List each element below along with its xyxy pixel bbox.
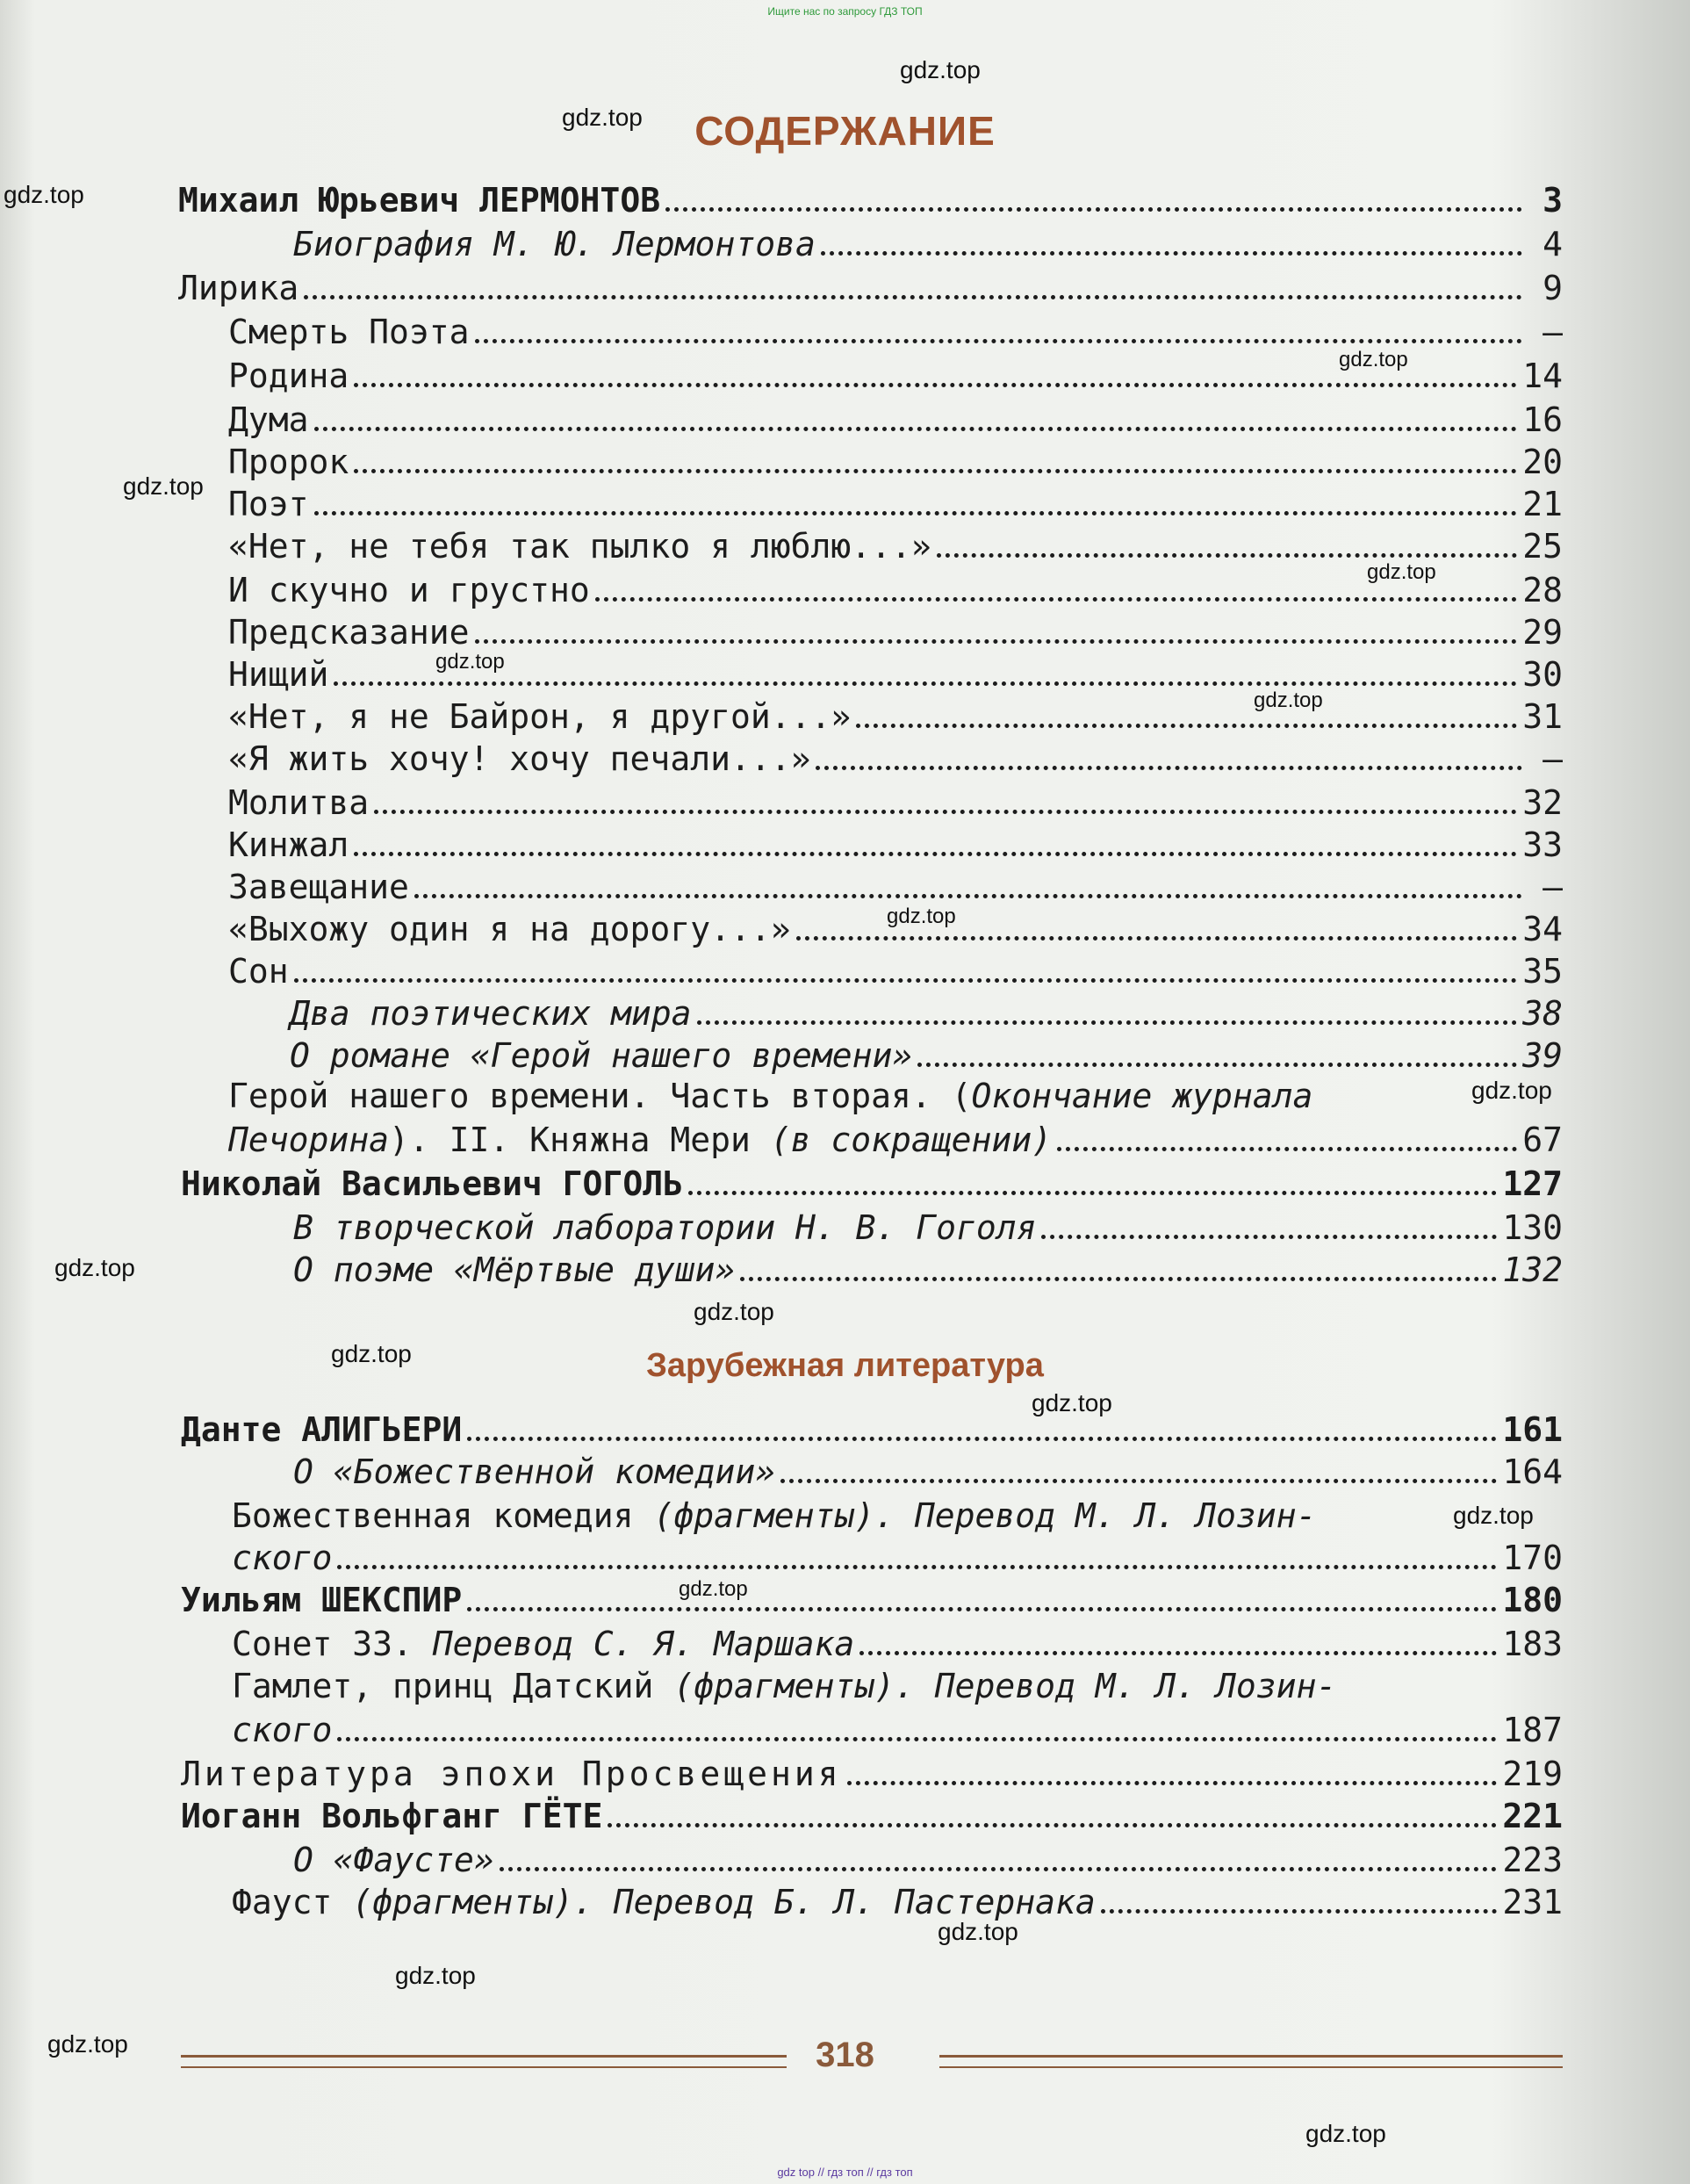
entry-title: Смерть Поэта: [228, 313, 470, 351]
header-note: Ищите нас по запросу ГДЗ ТОП: [767, 5, 923, 18]
watermark: gdz.top: [679, 1577, 748, 1601]
toc-entry: [181, 1581, 1563, 1623]
toc-entry: [228, 825, 1563, 868]
entry-title: Николай Васильевич ГОГОЛЬ: [181, 1164, 683, 1203]
entry-page: 170: [1502, 1539, 1563, 1577]
toc-entry: [293, 225, 1563, 267]
entry-title: Литература эпохи Просвещения: [181, 1755, 842, 1793]
watermark: gdz.top: [123, 472, 204, 500]
toc-entry: [228, 485, 1563, 527]
toc-entry: [232, 1539, 1563, 1581]
toc-entry: [228, 952, 1563, 994]
entry-page: 30: [1522, 655, 1563, 694]
entry-title: Родина: [228, 357, 349, 395]
toc-entry: [228, 910, 1563, 952]
entry-page: 130: [1502, 1208, 1563, 1247]
entry-page: 33: [1522, 825, 1563, 864]
watermark: gdz.top: [694, 1298, 774, 1325]
entry-title: Печорина). II. Княжна Мери (в сокращении): [228, 1121, 1053, 1159]
entry-title: Фауст (фрагменты). Перевод Б. Л. Пастернака: [232, 1883, 1096, 1921]
watermark: gdz.top: [1339, 348, 1408, 371]
entry-title: Предсказание: [228, 613, 470, 652]
toc-entry: [178, 269, 1563, 311]
toc-entry: [228, 443, 1563, 485]
toc-entry: [232, 1883, 1563, 1925]
entry-title: О «Божественной комедии»: [293, 1452, 776, 1491]
entry-title: «Нет, не тебя так пылко я люблю...»: [228, 527, 931, 566]
watermark: gdz.top: [54, 1254, 135, 1281]
entry-title: О романе «Герой нашего времени»: [290, 1036, 913, 1075]
toc-entry: [228, 655, 1563, 697]
entry-title: ского: [232, 1539, 333, 1577]
toc-entry: [228, 313, 1563, 355]
toc-entry: [228, 400, 1563, 443]
entry-page: 164: [1502, 1452, 1563, 1491]
entry-page: 16: [1522, 400, 1563, 439]
toc-entry: [293, 1208, 1563, 1251]
entry-page: 35: [1522, 952, 1563, 991]
watermark: gdz.top: [4, 181, 84, 208]
entry-page: 221: [1502, 1797, 1563, 1835]
toc-entry: [293, 1452, 1563, 1495]
watermark: gdz.top: [1367, 560, 1436, 584]
entry-title: Лирика: [178, 269, 299, 307]
watermark: gdz.top: [395, 1962, 476, 1989]
toc-entry-line1: Герой нашего времени. Часть вторая. (Окончание журнала: [228, 1077, 1313, 1115]
toc-entry: [290, 994, 1563, 1036]
toc-entry: [293, 1841, 1563, 1883]
watermark: gdz.top: [331, 1340, 412, 1367]
entry-page: 219: [1502, 1755, 1563, 1793]
toc-entry: [228, 739, 1563, 782]
entry-page: 21: [1522, 485, 1563, 523]
entry-page: 25: [1522, 527, 1563, 566]
toc-entry: [293, 1251, 1563, 1293]
toc-entry: [228, 868, 1563, 910]
entry-page: 3: [1543, 181, 1563, 220]
entry-title: Дума: [228, 400, 309, 439]
watermark: gdz.top: [938, 1918, 1018, 1945]
entry-title: Сон: [228, 952, 289, 991]
toc-entry: [178, 181, 1563, 223]
entry-title: Сонет 33. Перевод С. Я. Маршака: [232, 1625, 855, 1663]
entry-page: 20: [1522, 443, 1563, 481]
watermark: gdz.top: [1032, 1389, 1112, 1416]
watermark: gdz.top: [1254, 688, 1323, 712]
toc-entry: [181, 1755, 1563, 1797]
entry-title: Данте АЛИГЬЕРИ: [181, 1410, 463, 1449]
entry-page: 31: [1522, 697, 1563, 736]
toc-entry: [228, 697, 1563, 739]
entry-page: 187: [1502, 1711, 1563, 1749]
toc-entry: [228, 527, 1563, 569]
entry-page: 132: [1502, 1251, 1563, 1289]
entry-title: ского: [232, 1711, 333, 1749]
entry-page: 183: [1502, 1625, 1563, 1663]
entry-page: 180: [1502, 1581, 1563, 1619]
entry-title: Биография М. Ю. Лермонтова: [293, 225, 816, 263]
toc-entry: [228, 571, 1563, 613]
entry-title: Поэт: [228, 485, 309, 523]
entry-title: Михаил Юрьевич ЛЕРМОНТОВ: [178, 181, 661, 220]
entry-page: 29: [1522, 613, 1563, 652]
entry-title: Завещание: [228, 868, 409, 906]
toc-entry: [181, 1164, 1563, 1207]
watermark: gdz.top: [1453, 1502, 1534, 1529]
watermark: gdz.top: [562, 104, 643, 131]
entry-page: 34: [1522, 910, 1563, 948]
watermark: gdz.top: [435, 650, 505, 674]
entry-page: 223: [1502, 1841, 1563, 1879]
entry-page: 39: [1522, 1036, 1563, 1075]
entry-title: Молитва: [228, 783, 370, 822]
footer-note: gdz top // гдз топ // гдз топ: [777, 2166, 913, 2179]
toc-entry: [290, 1036, 1563, 1078]
entry-page: 9: [1543, 269, 1563, 307]
entry-page: 38: [1522, 994, 1563, 1033]
entry-page: 127: [1502, 1164, 1563, 1203]
entry-page: 67: [1522, 1121, 1563, 1159]
toc-entry: [232, 1625, 1563, 1667]
toc-entry: [228, 783, 1563, 825]
watermark: gdz.top: [887, 905, 956, 928]
toc-entry-line1: Гамлет, принц Датский (фрагменты). Перевод М. Л. Лозин-: [232, 1667, 1337, 1705]
entry-page: 161: [1502, 1410, 1563, 1449]
entry-page: 32: [1522, 783, 1563, 822]
toc-entry: [181, 1797, 1563, 1839]
entry-title: И скучно и грустно: [228, 571, 590, 609]
entry-title: О «Фаусте»: [293, 1841, 494, 1879]
entry-page: —: [1543, 739, 1563, 778]
entry-title: «Выхожу один я на дорогу...»: [228, 910, 791, 948]
entry-page: —: [1543, 868, 1563, 906]
entry-title: «Нет, я не Байрон, я другой...»: [228, 697, 852, 736]
entry-title: В творческой лаборатории Н. В. Гоголя: [293, 1208, 1037, 1247]
page-title: СОДЕРЖАНИЕ: [694, 108, 996, 154]
watermark: gdz.top: [47, 2030, 128, 2058]
entry-page: 231: [1502, 1883, 1563, 1921]
entry-title: О поэме «Мёртвые души»: [293, 1251, 736, 1289]
entry-title: Нищий: [228, 655, 329, 694]
entry-title: Уильям ШЕКСПИР: [181, 1581, 463, 1619]
watermark: gdz.top: [1471, 1077, 1552, 1104]
toc-entry: [228, 1121, 1563, 1163]
entry-title: Иоганн Вольфганг ГЁТЕ: [181, 1797, 603, 1835]
entry-page: —: [1543, 313, 1563, 351]
entry-title: Кинжал: [228, 825, 349, 864]
entry-page: 28: [1522, 571, 1563, 609]
watermark: gdz.top: [900, 56, 981, 83]
entry-title: Два поэтических мира: [290, 994, 692, 1033]
toc-entry: [228, 357, 1563, 399]
toc-entry: [181, 1410, 1563, 1452]
entry-page: 14: [1522, 357, 1563, 395]
toc-entry-line1: Божественная комедия (фрагменты). Перевод М. Л. Лозин-: [232, 1496, 1317, 1535]
toc-entry: [228, 613, 1563, 655]
entry-page: 4: [1543, 225, 1563, 263]
entry-title: Пророк: [228, 443, 349, 481]
entry-title: «Я жить хочу! хочу печали...»: [228, 739, 811, 778]
watermark: gdz.top: [1305, 2120, 1386, 2147]
page-number: 318: [816, 2036, 874, 2074]
section-title: Зарубежная литература: [646, 1347, 1044, 1384]
toc-entry: [232, 1711, 1563, 1753]
